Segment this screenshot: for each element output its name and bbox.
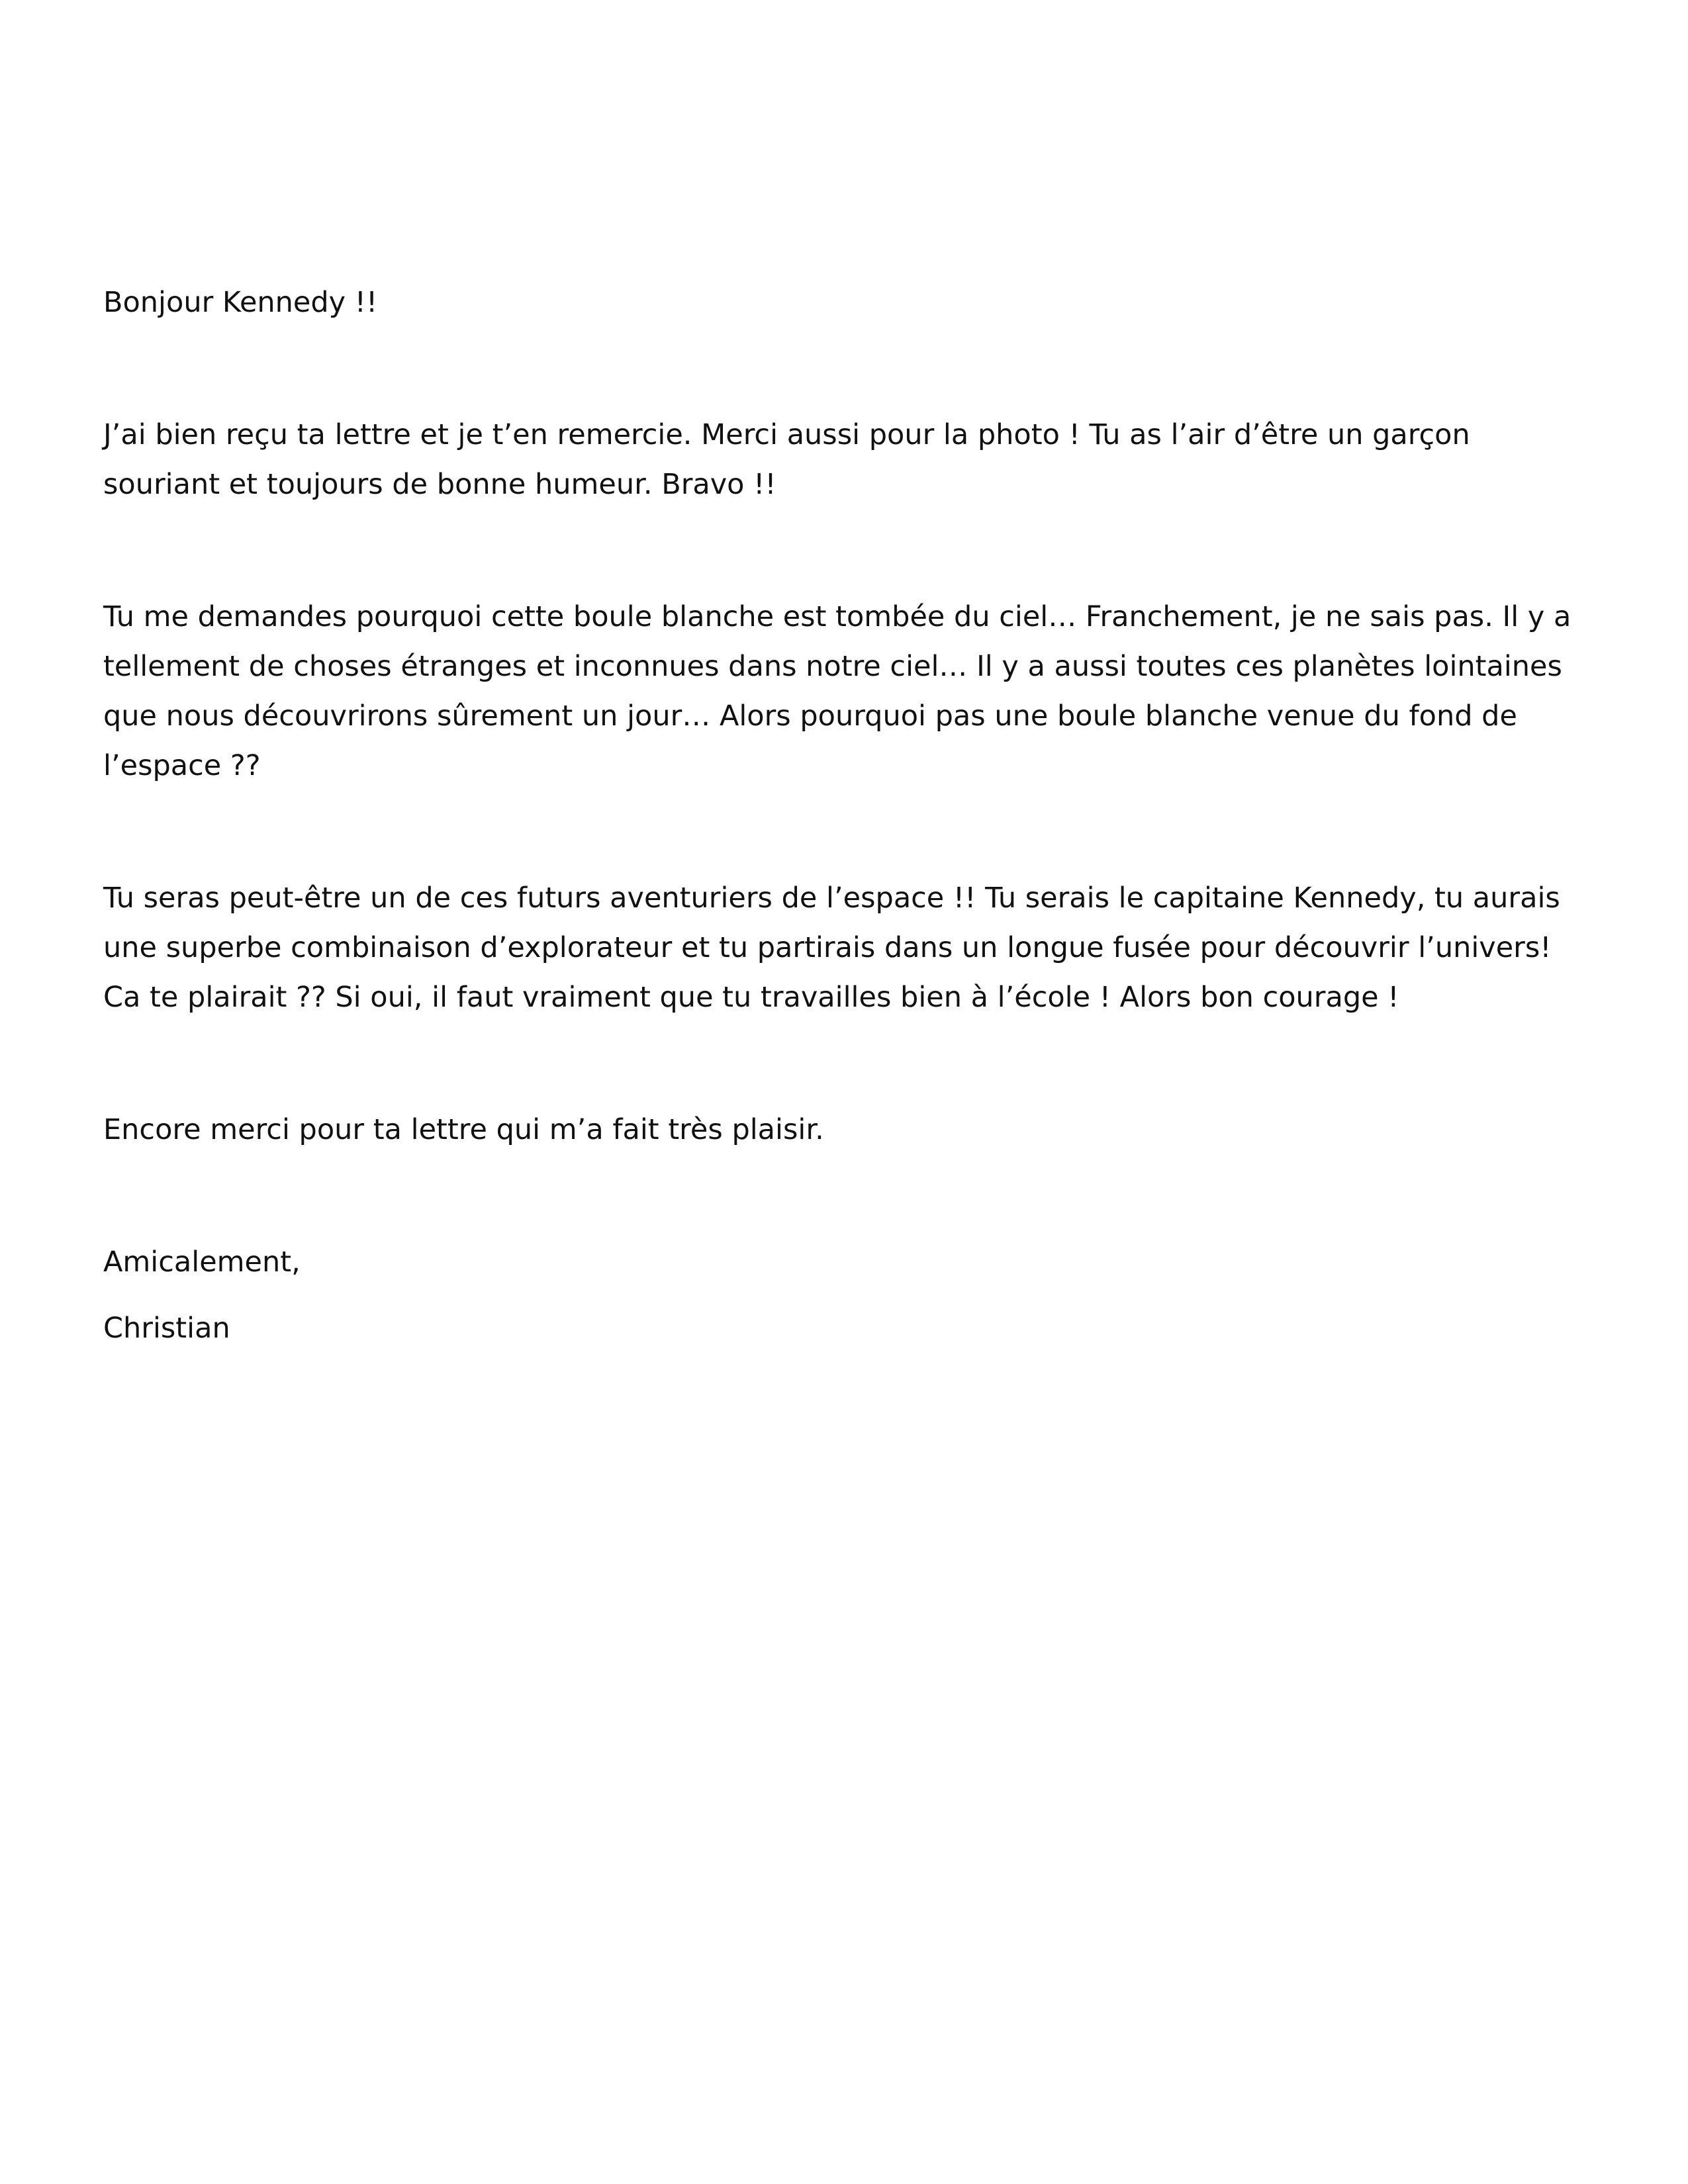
paragraph-white-ball <box>103 592 1586 791</box>
paragraph-line: tellement de choses étranges et inconnues dans notre ciel… Il y a aussi toutes ces planètes lointaines <box>103 650 1562 683</box>
letter-closing: Amicalement, <box>103 1246 301 1279</box>
paragraph-line: Tu me demandes pourquoi cette boule blanche est tombée du ciel… Franchement, je ne sais pas. Il y a <box>103 600 1571 633</box>
paragraph-closing-thanks <box>103 1105 1586 1155</box>
paragraph-line: Ca te plairait ?? Si oui, il faut vraiment que tu travailles bien à l’école ! Alors bon courage ! <box>103 981 1399 1014</box>
paragraph-line: souriant et toujours de bonne humeur. Bravo !! <box>103 468 776 501</box>
paragraph-line: une superbe combinaison d’explorateur et tu partirais dans un longue fusée pour découvrir l’univers! <box>103 931 1552 964</box>
paragraph-line: Tu seras peut-être un de ces futurs aventuriers de l’espace !! Tu serais le capitaine Kennedy, tu aurais <box>103 882 1560 915</box>
letter-signature: Christian <box>103 1312 230 1345</box>
paragraph-line: que nous découvrirons sûrement un jour… Alors pourquoi pas une boule blanche venue du fond de <box>103 700 1517 733</box>
paragraph-line: J’ai bien reçu ta lettre et je t’en remercie. Merci aussi pour la photo ! Tu as l’air d’être un garçon <box>103 418 1470 451</box>
letter-greeting: Bonjour Kennedy !! <box>103 286 378 319</box>
paragraph-line: l’espace ?? <box>103 749 261 782</box>
paragraph-thanks <box>103 410 1586 510</box>
letter-body <box>103 278 1586 1353</box>
paragraph-space-adventure <box>103 874 1586 1023</box>
paragraph-line: Encore merci pour ta lettre qui m’a fait très plaisir. <box>103 1113 824 1146</box>
